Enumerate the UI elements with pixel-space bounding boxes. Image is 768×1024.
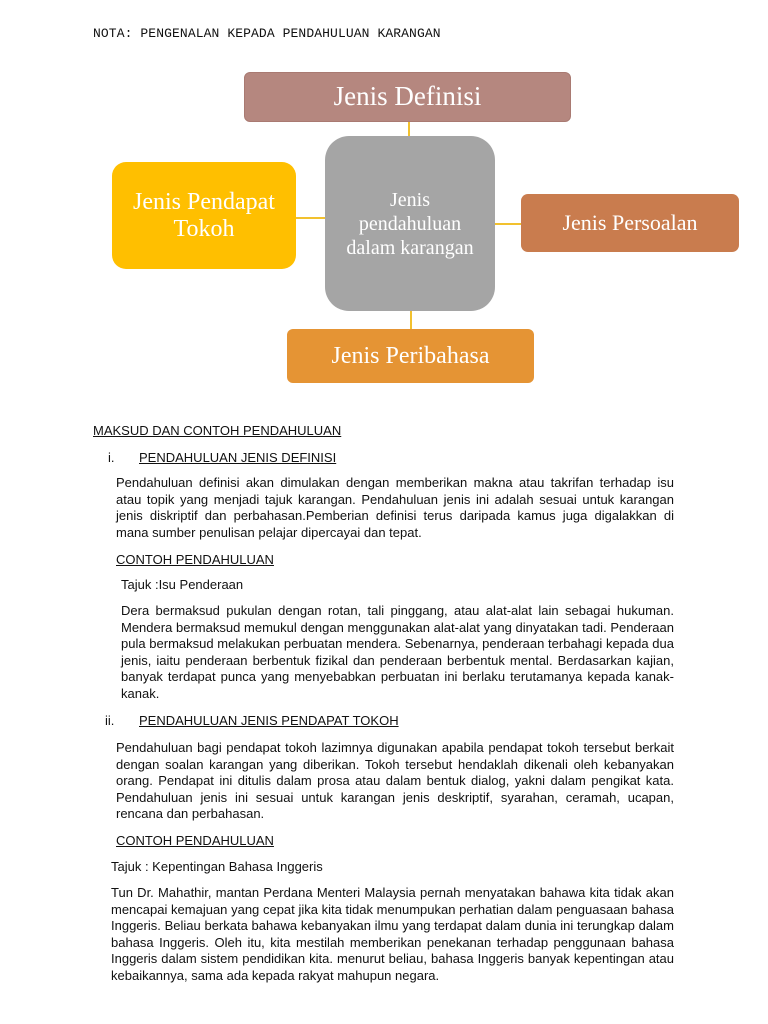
connector-bottom	[410, 311, 412, 329]
item-2-title: PENDAHULUAN JENIS PENDAPAT TOKOH	[139, 713, 399, 728]
item-2-example: Tun Dr. Mahathir, mantan Perdana Menteri Malaysia pernah menyatakan bahawa kita tidak akan mencapai kemajuan yang cepat jika kita tidak menumpukan perhatian dalam penguasaan bahasa Inggeris. Beliau berkata bahawa kebanyakan ilmu yang terdapat dalam dunia ini terungkap dalam bahasa Inggeris. Oleh itu, kita mestilah memberikan penekanan terhadap penggunaan bahasa Inggeris dalam sistem pendidikan kita. menurut beliau, bahasa Inggeris banyak kepentingan atau kebaikannya, sama ada kepada rakyat mahupun negara.	[111, 885, 674, 983]
introduction-types-diagram	[0, 60, 768, 400]
node-jenis-definisi: Jenis Definisi	[244, 72, 571, 122]
connector-left	[296, 217, 325, 219]
item-1-numeral: i.	[108, 450, 115, 465]
node-jenis-pendapat-tokoh: Jenis Pendapat Tokoh	[112, 162, 296, 269]
connector-right	[495, 223, 521, 225]
item-1-description: Pendahuluan definisi akan dimulakan dengan memberikan makna atau takrifan terhadap isu atau topik yang menjadi tajuk karangan. Pendahuluan jenis ini adalah sesuai untuk karangan jenis diskriptif dan perbahasan.Pemberian definisi terus daripada kamus juga digalakkan di mana sumber penulisan pelajar dipercayai dan tepat.	[116, 475, 674, 540]
item-1-topic: Tajuk :Isu Penderaan	[121, 577, 244, 592]
item-2-example-label: CONTOH PENDAHULUAN	[116, 833, 274, 848]
document-title: NOTA: PENGENALAN KEPADA PENDAHULUAN KARANGAN	[93, 26, 441, 41]
item-1-example: Dera bermaksud pukulan dengan rotan, tali pinggang, atau alat-alat lain sebagai hukuman. Mendera bermaksud memukul dengan menggunakan alat-alat yang dinyatakan tadi. Penderaan pula bermaksud melakukan perbuatan mendera. Sebenarnya, penderaan terbahagi kepada dua jenis, iaitu penderaan berbentuk fizikal dan penderaan berbentuk mental. Berdasarkan kajian, banyak terdapat punca yang menyebabkan perbuatan ini berlaku terutamanya kepada kanak-kanak.	[121, 603, 674, 701]
section-heading: MAKSUD DAN CONTOH PENDAHULUAN	[93, 423, 342, 438]
item-1-title: PENDAHULUAN JENIS DEFINISI	[139, 450, 337, 465]
item-2-numeral: ii.	[105, 713, 115, 728]
connector-top	[408, 122, 410, 136]
item-2-topic: Tajuk : Kepentingan Bahasa Inggeris	[111, 859, 323, 874]
item-2-description: Pendahuluan bagi pendapat tokoh lazimnya digunakan apabila pendapat tokoh tersebut berkait dengan soalan karangan yang diberikan. Tokoh tersebut hendaklah dikenali oleh kebanyakan orang. Pendapat ini ditulis dalam prosa atau dalam bentuk dialog, yakni dalam pengikat kata. Pendahuluan jenis ini sesuai untuk karangan jenis deskriptif, syarahan, ceramah, ucapan, rencana dan perbahasan.	[116, 740, 674, 822]
node-jenis-peribahasa: Jenis Peribahasa	[287, 329, 534, 383]
item-1-example-label: CONTOH PENDAHULUAN	[116, 552, 274, 567]
node-center-jenis-pendahuluan: Jenis pendahuluan dalam karangan	[325, 136, 495, 311]
node-jenis-persoalan: Jenis Persoalan	[521, 194, 739, 252]
